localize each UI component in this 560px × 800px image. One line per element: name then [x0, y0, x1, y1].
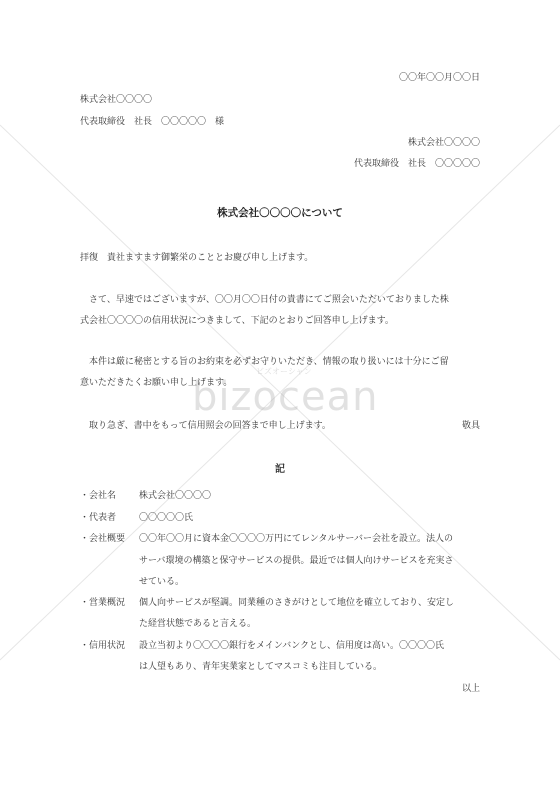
- watermark-sub-text: ビズオーシャン: [256, 367, 312, 376]
- item-label-business: ・営業概況: [80, 598, 126, 608]
- item-value-business-line-1: 個人向サービスが堅調。同業種のさきがけとして地位を確立しており、安定し: [139, 598, 455, 608]
- recipient-company: 株式会社〇〇〇〇: [80, 95, 153, 105]
- sender-company: 株式会社〇〇〇〇: [407, 138, 480, 148]
- item-label-overview: ・会社概要: [80, 534, 126, 544]
- item-value-overview-line-2: サーバ環境の構築と保守サービスの提供。最近では個人向けサービスを充実さ: [139, 556, 454, 566]
- closing-word: 敬具: [461, 421, 480, 431]
- item-value-business-line-2: た経営状態であると言える。: [139, 619, 257, 629]
- watermark-text: bizocean: [192, 374, 379, 420]
- item-value-credit-line-2: は人望もあり、青年実業家としてマスコミも注目している。: [139, 662, 383, 672]
- recipient-person: 代表取締役 社長 〇〇〇〇〇 様: [80, 117, 225, 127]
- item-value-company: 株式会社〇〇〇〇: [139, 491, 212, 501]
- item-label-representative: ・代表者: [80, 513, 117, 523]
- sender-person: 代表取締役 社長 〇〇〇〇〇: [353, 159, 480, 169]
- closing-line: 取り急ぎ、書中をもって信用照会の回答まで申し上げます。: [89, 421, 331, 431]
- greeting-line: 拝復 貴社ますます御繁栄のこととお慶び申し上げます。: [80, 253, 314, 263]
- item-value-overview-line-1: 〇〇年〇〇月に資本金〇〇〇〇万円にてレンタルサーバー会社を設立。法人の: [139, 534, 453, 544]
- paragraph-1-line-2: 式会社〇〇〇〇の信用状況につきまして、下記のとおりご回答申し上げます。: [80, 316, 394, 326]
- item-label-company: ・会社名: [80, 491, 117, 501]
- paragraph-2-line-2: 意いただきたくお願い申し上げます。: [80, 378, 233, 388]
- end-mark: 以上: [461, 684, 480, 694]
- document-title: 株式会社〇〇〇〇について: [217, 207, 343, 219]
- item-label-credit: ・信用状況: [80, 641, 126, 651]
- paragraph-1-line-1: さて、早速ではございますが、〇〇月〇〇日付の貴書にてご照会いただいておりました株: [89, 295, 449, 305]
- item-value-representative: 〇〇〇〇〇氏: [139, 513, 194, 523]
- item-value-overview-line-3: せている。: [139, 577, 185, 587]
- letter-date: 〇〇年〇〇月〇〇日: [398, 73, 480, 83]
- item-value-credit-line-1: 設立当初より〇〇〇〇銀行をメインバンクとし、信用度は高い。〇〇〇〇氏: [139, 641, 445, 651]
- ki-heading: 記: [275, 464, 285, 475]
- paragraph-2-line-1: 本件は厳に秘密とする旨のお約束を必ずお守りいただき、情報の取り扱いには十分にご留: [89, 357, 449, 367]
